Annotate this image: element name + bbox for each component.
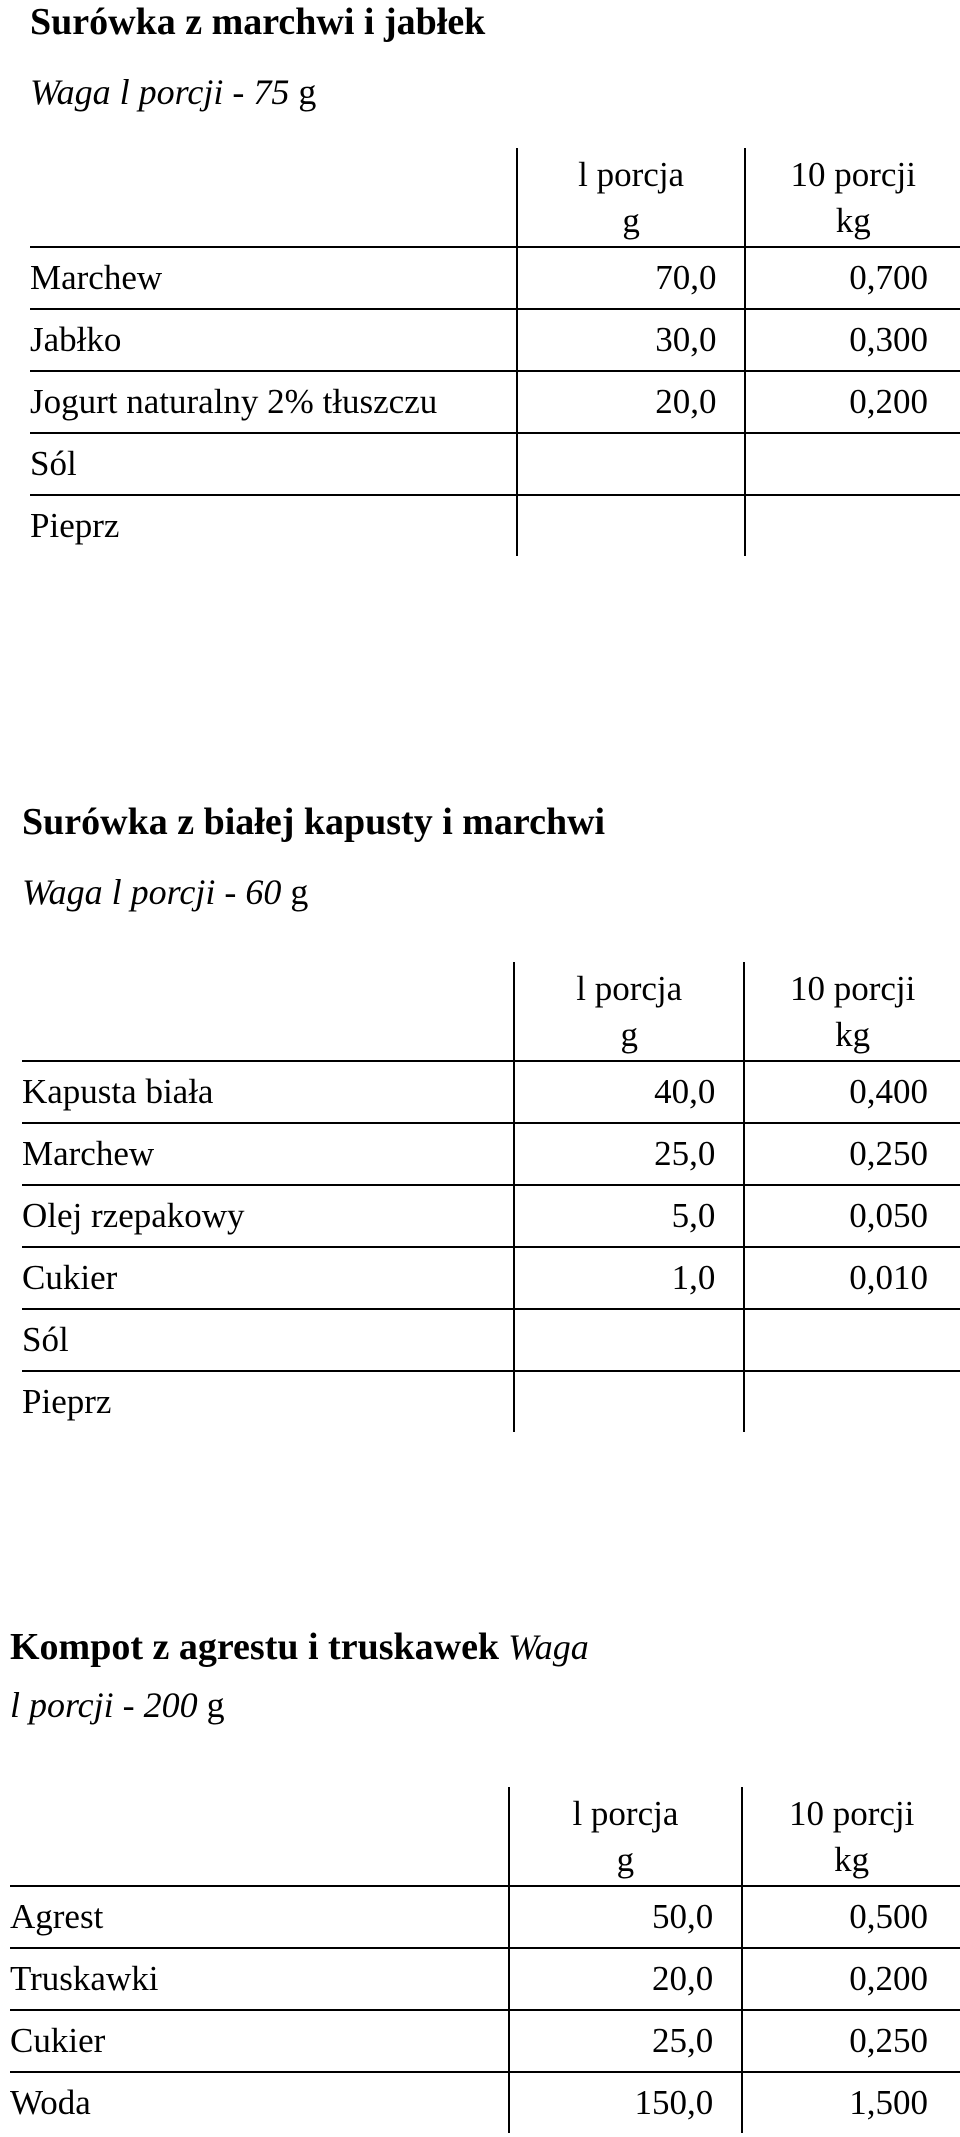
ingredient-portion <box>514 1371 744 1432</box>
ingredient-ten: 0,200 <box>745 371 960 433</box>
ingredient-portion: 5,0 <box>514 1185 744 1247</box>
ingredient-name: Woda <box>10 2072 509 2133</box>
weight-unit: g <box>206 1685 225 1725</box>
recipe-title: Surówka z marchwi i jabłek <box>30 1 486 43</box>
ingredient-portion: 70,0 <box>517 247 746 309</box>
weight-label: Waga l porcji - 75 <box>30 72 290 112</box>
header-ten-unit: kg <box>835 201 871 240</box>
ingredient-portion: 20,0 <box>509 1948 743 2010</box>
recipe-weight <box>30 70 960 114</box>
header-portion <box>517 148 746 247</box>
ingredient-name: Kapusta biała <box>22 1061 514 1123</box>
recipe-1 <box>30 0 960 545</box>
ingredient-ten: 0,010 <box>744 1247 960 1309</box>
table-row <box>10 1948 960 2010</box>
table-row <box>22 1309 960 1371</box>
ingredient-name: Sól <box>22 1309 514 1371</box>
header-portion <box>509 1787 743 1886</box>
table-row <box>30 371 960 433</box>
ingredient-ten: 0,400 <box>744 1061 960 1123</box>
header-blank <box>10 1787 509 1886</box>
recipe-heading <box>10 1625 960 1669</box>
header-portion-label: l porcja <box>578 155 685 194</box>
header-portion-unit: g <box>616 1840 635 1879</box>
ingredient-ten <box>745 433 960 495</box>
ingredient-portion: 1,0 <box>514 1247 744 1309</box>
ingredient-name: Pieprz <box>22 1371 514 1432</box>
ingredient-name: Marchew <box>22 1123 514 1185</box>
table-row <box>10 1886 960 1948</box>
weight-label: Waga l porcji - 60 <box>22 872 282 912</box>
ingredient-ten: 0,700 <box>745 247 960 309</box>
table-row <box>10 2010 960 2072</box>
recipe-title: Kompot z agrestu i truskawek <box>10 1626 500 1668</box>
ingredient-ten: 0,250 <box>744 1123 960 1185</box>
weight-prefix: Waga <box>508 1627 589 1667</box>
ingredients-table <box>30 148 960 556</box>
header-blank <box>22 962 514 1061</box>
recipe-3 <box>10 1625 960 2122</box>
weight-label: l porcji - 200 <box>10 1685 198 1725</box>
weight-unit: g <box>290 872 309 912</box>
ingredient-name: Cukier <box>22 1247 514 1309</box>
ingredient-name: Jogurt naturalny 2% tłuszczu <box>30 371 517 433</box>
header-ten <box>745 148 960 247</box>
ingredients-table <box>10 1787 960 2133</box>
table-row <box>22 1247 960 1309</box>
ingredient-ten: 0,250 <box>742 2010 960 2072</box>
table-row <box>22 1123 960 1185</box>
header-portion-label: l porcja <box>572 1794 679 1833</box>
ingredient-ten <box>744 1309 960 1371</box>
header-portion-unit: g <box>620 1015 638 1054</box>
ingredient-ten: 1,500 <box>742 2072 960 2133</box>
header-ten-label: 10 porcji <box>790 155 916 194</box>
table-header <box>10 1787 960 1886</box>
recipe-2 <box>22 800 960 1421</box>
table-row <box>10 2072 960 2133</box>
ingredient-name: Marchew <box>30 247 517 309</box>
ingredient-portion: 150,0 <box>509 2072 743 2133</box>
ingredient-portion: 30,0 <box>517 309 746 371</box>
ingredient-ten <box>745 495 960 556</box>
ingredient-portion: 40,0 <box>514 1061 744 1123</box>
ingredient-name: Olej rzepakowy <box>22 1185 514 1247</box>
table-row <box>30 433 960 495</box>
table-row <box>30 495 960 556</box>
header-ten-unit: kg <box>834 1840 870 1879</box>
ingredient-ten <box>744 1371 960 1432</box>
recipe-weight <box>10 1683 960 1727</box>
ingredients-table <box>22 962 960 1432</box>
table-header <box>30 148 960 247</box>
ingredient-ten: 0,500 <box>742 1886 960 1948</box>
recipe-title: Surówka z białej kapusty i marchwi <box>22 801 606 843</box>
header-portion-unit: g <box>622 201 640 240</box>
header-ten <box>744 962 960 1061</box>
header-ten-label: 10 porcji <box>789 969 916 1008</box>
ingredient-name: Jabłko <box>30 309 517 371</box>
table-header <box>22 962 960 1061</box>
table-row <box>22 1185 960 1247</box>
header-ten <box>742 1787 960 1886</box>
header-ten-label: 10 porcji <box>788 1794 915 1833</box>
ingredient-name: Truskawki <box>10 1948 509 2010</box>
weight-unit: g <box>298 72 317 112</box>
ingredient-portion: 25,0 <box>509 2010 743 2072</box>
table-row <box>30 309 960 371</box>
table-row <box>22 1061 960 1123</box>
header-portion-label: l porcja <box>576 969 683 1008</box>
ingredient-ten: 0,050 <box>744 1185 960 1247</box>
recipe-weight <box>22 870 960 914</box>
ingredient-name: Cukier <box>10 2010 509 2072</box>
ingredient-ten: 0,300 <box>745 309 960 371</box>
ingredient-name: Agrest <box>10 1886 509 1948</box>
header-ten-unit: kg <box>835 1015 871 1054</box>
ingredient-name: Pieprz <box>30 495 517 556</box>
header-blank <box>30 148 517 247</box>
ingredient-portion <box>517 433 746 495</box>
ingredient-ten: 0,200 <box>742 1948 960 2010</box>
ingredient-portion: 20,0 <box>517 371 746 433</box>
ingredient-portion: 50,0 <box>509 1886 743 1948</box>
ingredient-portion <box>514 1309 744 1371</box>
ingredient-portion <box>517 495 746 556</box>
table-row <box>30 247 960 309</box>
header-portion <box>514 962 744 1061</box>
ingredient-portion: 25,0 <box>514 1123 744 1185</box>
table-row <box>22 1371 960 1432</box>
ingredient-name: Sól <box>30 433 517 495</box>
